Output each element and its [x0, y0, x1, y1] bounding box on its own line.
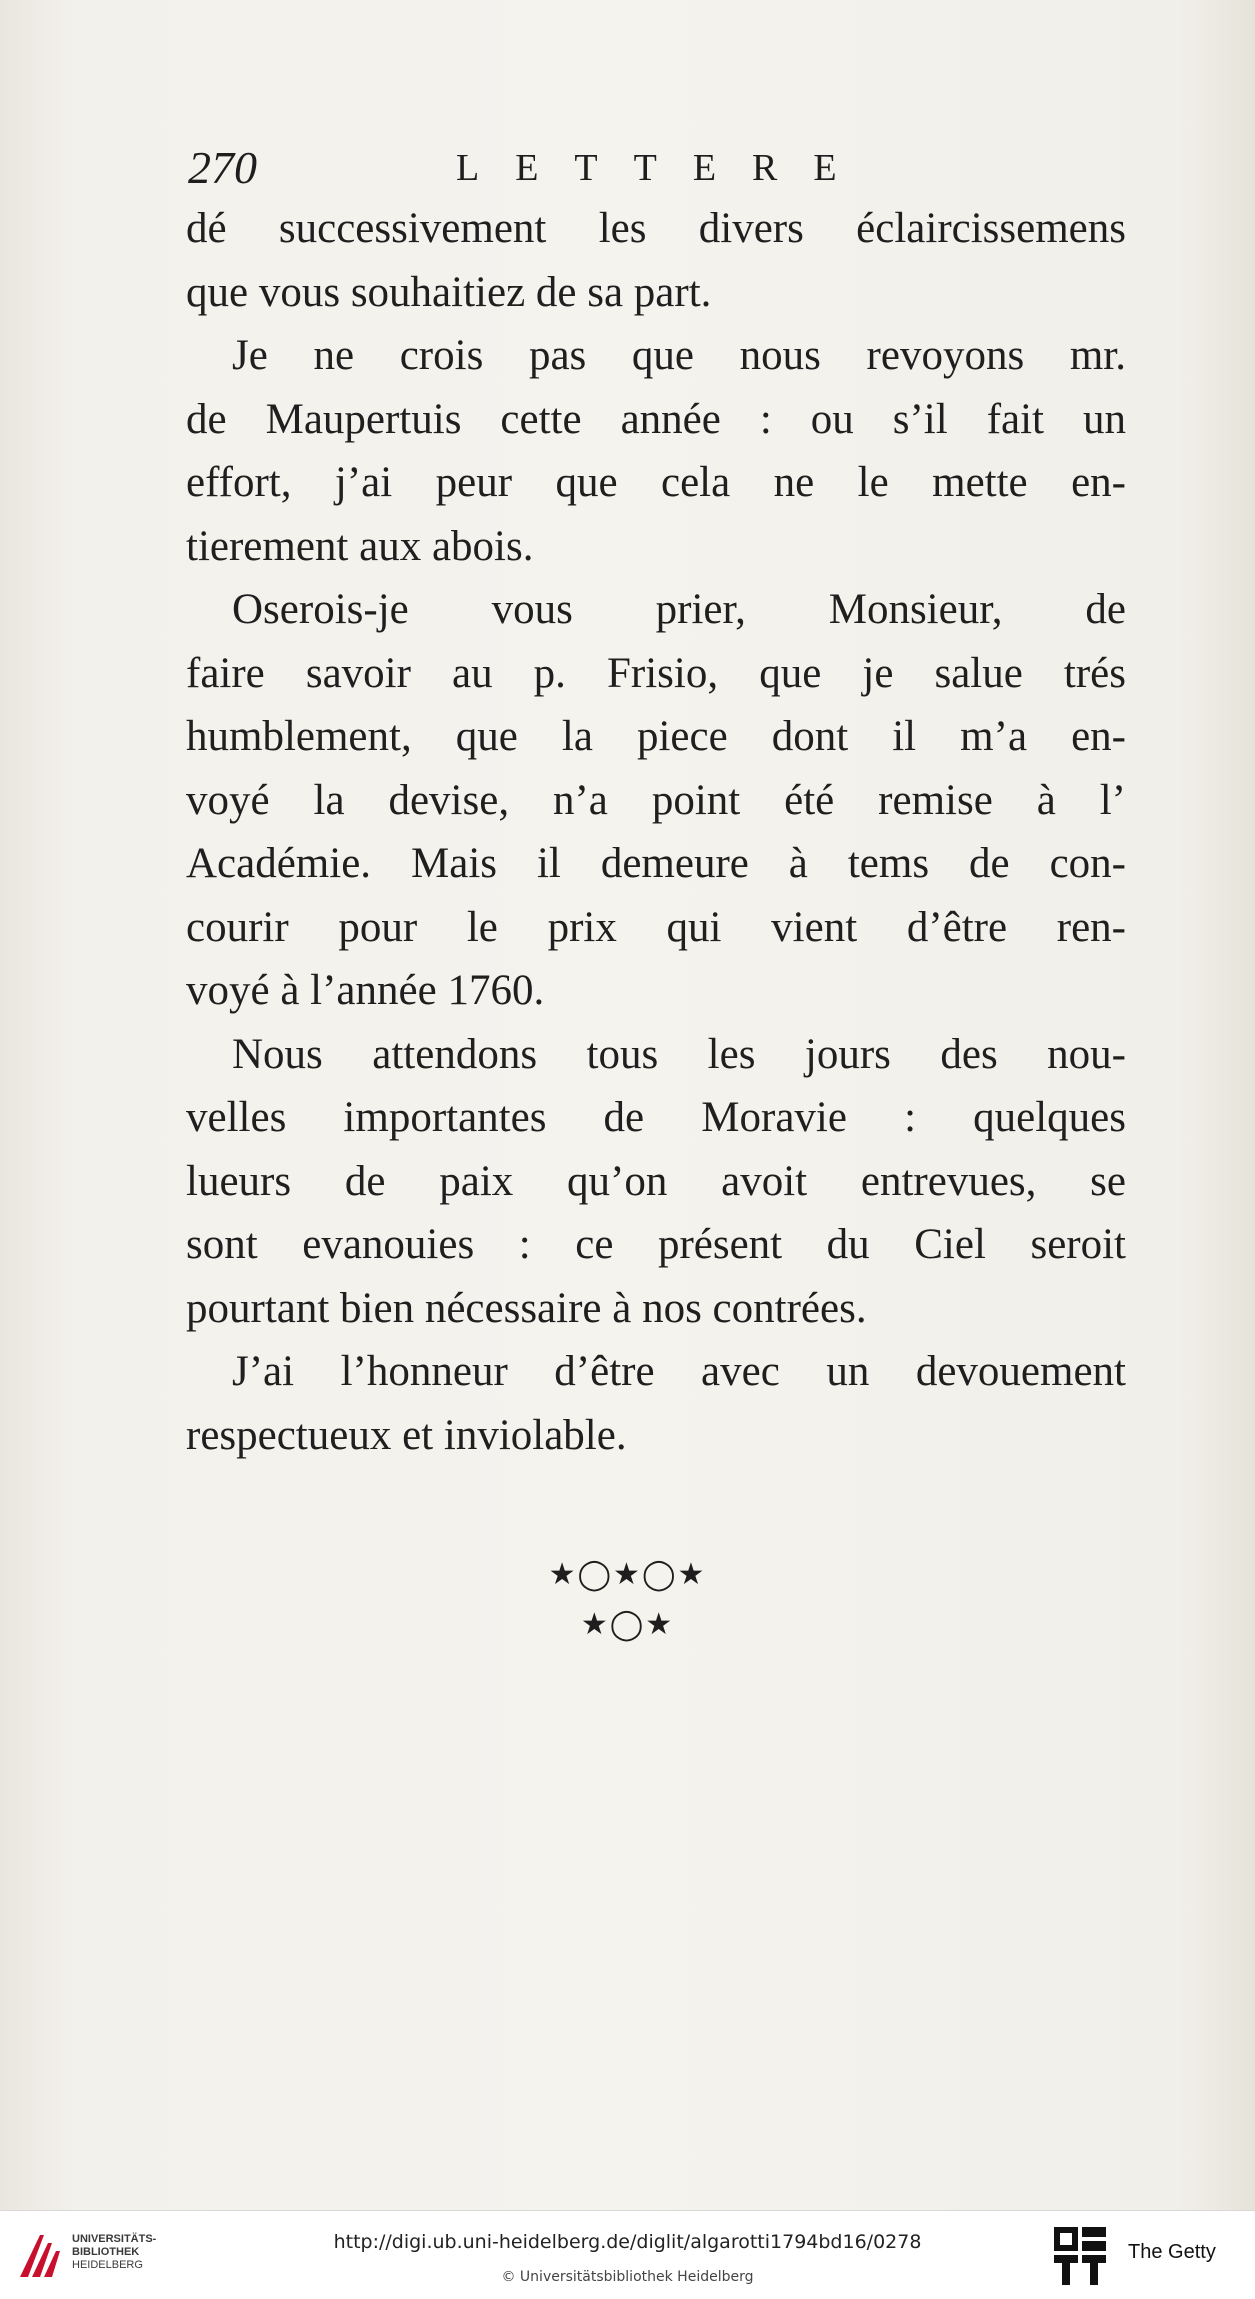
- text-line: courir pour le prix qui vient d’être ren-: [186, 903, 1126, 951]
- text-line: velles importantes de Moravie : quelques: [186, 1094, 1126, 1141]
- text-line: lueurs de paix qu’on avoit entrevues, se: [186, 1157, 1126, 1205]
- page-header: [188, 140, 1068, 196]
- text-line: Je ne crois pas que nous revoyons mr.: [232, 332, 1126, 379]
- text-line: faire savoir au p. Frisio, que je salue trés: [186, 649, 1126, 697]
- text-line: sont evanouies : ce présent du Ciel seroit: [186, 1221, 1126, 1268]
- permalink-url[interactable]: http://digi.ub.uni-heidelberg.de/diglit/algarotti1794bd16/0278: [333, 2231, 922, 2253]
- partner-name: The Getty: [1128, 2241, 1216, 2263]
- letter-text: [186, 197, 1126, 1467]
- text-line: Nous attendons tous les jours des nou-: [232, 1030, 1126, 1078]
- text-line: que vous souhaitiez de sa part.: [186, 268, 712, 316]
- library-name-line-2: BIBLIOTHEK: [72, 2246, 140, 2258]
- page-number: 270: [188, 142, 257, 193]
- text-line: humblement, que la piece dont il m’a en-: [186, 713, 1126, 760]
- ornament-bottom: ★◯★: [580, 1607, 675, 1642]
- text-line: voyé la devise, n’a point été remise à l’: [186, 776, 1126, 824]
- copyright-notice: © Universitätsbibliothek Heidelberg: [501, 2269, 754, 2285]
- text-line: effort, j’ai peur que cela ne le mette en-: [186, 459, 1126, 506]
- text-line: voyé à l’année 1760.: [186, 967, 545, 1014]
- text-line: dé successivement les divers éclaircissemens: [186, 205, 1126, 252]
- ornament-top: ★◯★◯★: [548, 1557, 707, 1592]
- library-name-line-1: UNIVERSITÄTS-: [72, 2233, 157, 2245]
- text-line: J’ai l’honneur d’être avec un devouement: [232, 1348, 1126, 1395]
- viewer-footer: [0, 2210, 1255, 2299]
- text-line: respectueux et inviolable.: [186, 1411, 627, 1459]
- text-line: tierement aux abois.: [186, 522, 534, 570]
- library-name-line-3: HEIDELBERG: [72, 2259, 143, 2271]
- text-line: de Maupertuis cette année : ou s’il fait un: [186, 395, 1126, 443]
- text-line: Académie. Mais il demeure à tems de con-: [186, 840, 1126, 887]
- text-line: pourtant bien nécessaire à nos contrées.: [186, 1284, 867, 1332]
- running-head: LETTERE: [456, 147, 873, 189]
- getty-logo-icon: [1052, 2225, 1108, 2287]
- text-line: Oserois-je vous prier, Monsieur, de: [232, 586, 1126, 633]
